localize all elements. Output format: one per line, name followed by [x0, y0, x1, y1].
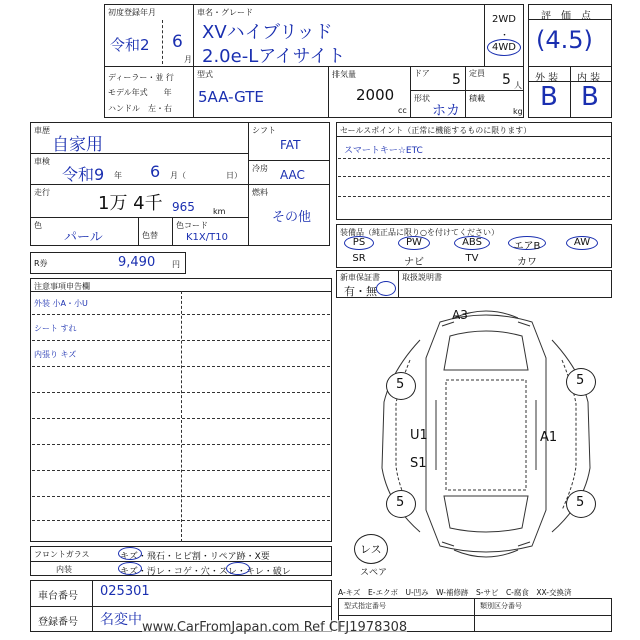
car-diagram	[370, 300, 602, 578]
inspection-era: 令和9	[62, 165, 105, 184]
use-value: 自家用	[52, 135, 103, 155]
damage-u1: U1	[410, 428, 428, 443]
model-type-label: 型式	[197, 70, 213, 79]
notes-label: 注意事項申告欄	[34, 282, 90, 291]
equip-aw: AW	[573, 237, 591, 248]
registration-label: 登録番号	[38, 617, 78, 628]
first-reg-label: 初度登録年月	[108, 8, 156, 17]
first-reg-month: 6	[172, 32, 183, 52]
ac-value: AAC	[280, 168, 305, 182]
equipment-label: 装備品（純正品に限り○を付けてください）	[340, 228, 499, 237]
inspection-month: 6	[150, 162, 161, 181]
capacity-unit: 人	[514, 81, 522, 90]
month-unit: 月	[184, 55, 192, 64]
recycle-label: R券	[34, 259, 48, 268]
interior-label: 内 装	[577, 73, 601, 84]
tire-rear-right: 5	[576, 495, 585, 510]
inspection-month-unit: 月（	[170, 171, 186, 180]
color-code: K1X/T10	[186, 232, 228, 243]
equip-pw: PW	[406, 237, 422, 248]
glass-text: キズ・飛石・ヒビ割・リペア跡・X要	[120, 552, 270, 562]
equip-abs: ABS	[462, 237, 482, 248]
shape: ホカ	[432, 103, 460, 119]
use-label: 車歴	[34, 126, 50, 135]
fuel-value: その他	[272, 210, 312, 225]
note-line-1: 外装 小A・小U	[34, 299, 88, 308]
glass-label: フロントガラス	[34, 550, 90, 559]
rating-score: (4.5)	[536, 26, 593, 54]
note-line-2: シート すれ	[34, 324, 77, 333]
model-type: 5AA-GTE	[198, 88, 264, 106]
color-value: パール	[64, 230, 103, 245]
rating-title: 評 価 点	[541, 11, 591, 22]
tire-front-right: 5	[576, 373, 585, 388]
equip-airbag: エアB	[513, 241, 541, 252]
displacement-label: 排気量	[332, 70, 356, 79]
color-change-label: 色替	[142, 231, 158, 240]
warranty-value: 有・無	[344, 285, 377, 298]
mileage-main: 1万 4千	[98, 193, 163, 214]
drive-2wd: 2WD	[492, 14, 516, 25]
equip-sr: SR	[352, 253, 366, 264]
color-label: 色	[34, 221, 42, 230]
door: 5	[452, 72, 461, 88]
model-year-label: モデル年式 年	[108, 88, 172, 97]
shift-value: FAT	[280, 138, 301, 152]
chassis-value: 025301	[100, 584, 150, 599]
equip-tv: TV	[465, 253, 479, 264]
equip-ps: PS	[352, 237, 366, 248]
first-reg-era: 令和2	[110, 36, 150, 54]
watermark: www.CarFromJapan.com Ref CFJ1978308	[142, 620, 408, 635]
recycle-unit: 円	[172, 260, 180, 269]
inspection-label: 車検	[34, 157, 50, 166]
door-label: ドア	[414, 69, 430, 78]
car-name: XVハイブリッド	[202, 22, 333, 43]
handle-label: ハンドル 左・右	[108, 104, 172, 113]
capacity-label: 定員	[469, 69, 485, 78]
sales-points-label: セールスポイント（正常に機能するものに限ります）	[340, 126, 532, 135]
inspection-year-unit: 年	[114, 171, 122, 180]
interior-grade: B	[581, 82, 599, 112]
chassis-label: 車台番号	[38, 591, 78, 602]
color-code-label: 色コード	[176, 221, 208, 230]
mileage-label: 走行	[34, 188, 50, 197]
load-label: 積載	[469, 94, 485, 103]
fuel-label: 燃料	[252, 188, 268, 197]
car-name-label: 車名・グレード	[197, 8, 253, 17]
manual-label: 取扱説明書	[402, 273, 442, 282]
interior-label: 内装	[56, 565, 72, 574]
displacement: 2000	[356, 86, 395, 104]
shape-label: 形状	[414, 94, 430, 103]
mileage-sub: 965	[172, 200, 195, 214]
damage-a3: A3	[452, 308, 468, 322]
damage-s1: S1	[410, 456, 427, 471]
shift-label: シフト	[252, 126, 276, 135]
drive-4wd: 4WD	[492, 42, 516, 53]
model-number-label: 型式指定番号	[344, 602, 386, 610]
interior-text: キズ・汚レ・コゲ・穴・スレ・キレ・破レ	[120, 567, 291, 577]
note-line-3: 内張り キズ	[34, 350, 77, 359]
inspection-day-unit: 日）	[226, 171, 242, 180]
damage-a1: A1	[540, 430, 558, 445]
drive-dot: ・	[500, 31, 510, 41]
tire-rear-left: 5	[396, 495, 405, 510]
category-number-label: 類別区分番号	[480, 602, 522, 610]
cc-unit: cc	[398, 106, 407, 115]
spare-label: スペア	[360, 568, 388, 578]
equip-navi: ナビ	[404, 257, 424, 268]
sales-points-text: スマートキー☆ETC	[344, 146, 423, 156]
load-unit: kg	[513, 107, 523, 116]
spare-tire-value: レス	[360, 543, 382, 556]
equip-leather: カワ	[517, 257, 537, 268]
damage-legend: A-キズ E-エクボ U-凹み W-補修跡 S-サビ C-腐食 XX-交換済	[338, 588, 572, 597]
warranty-label: 新車保証書	[340, 273, 380, 282]
grade: 2.0e-Lアイサイト	[202, 46, 346, 67]
km-unit: km	[213, 207, 226, 216]
recycle-block	[30, 252, 186, 274]
exterior-grade: B	[540, 82, 558, 112]
ac-label: 冷房	[252, 164, 268, 173]
exterior-label: 外 装	[535, 73, 559, 84]
dealer-label: ディーラー・並 行	[108, 73, 174, 82]
tire-front-left: 5	[396, 377, 405, 392]
recycle-amount: 9,490	[118, 255, 156, 270]
registration-value: 名変中	[100, 612, 142, 628]
capacity: 5	[502, 72, 511, 88]
